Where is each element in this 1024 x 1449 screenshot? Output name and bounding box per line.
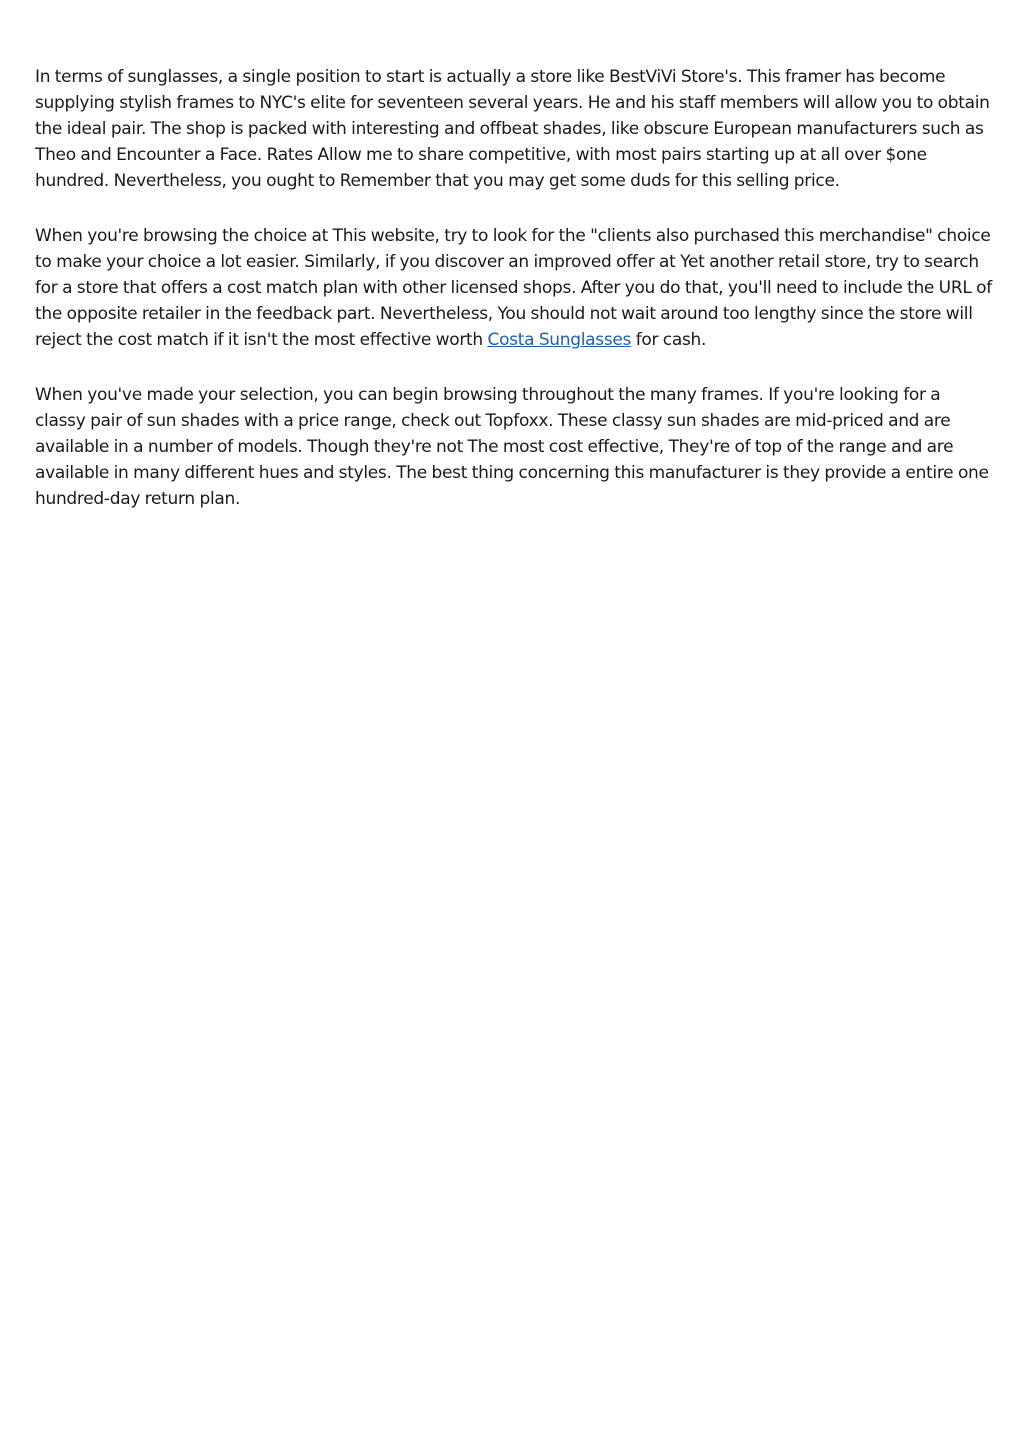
- paragraph-2-text-before-link: When you're browsing the choice at This website, try to look for the "clients also purchased this merchandise" choice to make your choice a lot easier. Similarly, if you discover an improved offer at Yet another retail store, try to search for a store that offers a cost match plan with other licensed shops. After you do that, you'll need to include the URL of the opposite retailer in the feedback part. Nevertheless, You should not wait around too lengthy since the store will reject the cost match if it isn't the most effective worth: [35, 226, 992, 350]
- document-page: [35, 64, 995, 541]
- paragraph-2: [35, 223, 995, 353]
- paragraph-3-text: When you've made your selection, you can begin browsing throughout the many frames. If you're looking for a classy pair of sun shades with a price range, check out Topfoxx. These classy sun shades are mid-priced and are available in a number of models. Though they're not The most cost effective, They're of top of the range and are available in many different hues and styles. The best thing concerning this manufacturer is they provide a entire one hundred-day return plan.: [35, 385, 989, 509]
- paragraph-1: [35, 64, 995, 194]
- costa-sunglasses-link[interactable]: Costa Sunglasses: [487, 330, 632, 350]
- paragraph-1-text: In terms of sunglasses, a single position to start is actually a store like BestViVi Store's. This framer has become supplying stylish frames to NYC's elite for seventeen several years. He and his staff members will allow you to obtain the ideal pair. The shop is packed with interesting and offbeat shades, like obscure European manufacturers such as Theo and Encounter a Face. Rates Allow me to share competitive, with most pairs starting up at all over $one hundred. Nevertheless, you ought to Remember that you may get some duds for this selling price.: [35, 67, 990, 191]
- paragraph-2-text-after-link: for cash.: [631, 330, 707, 350]
- paragraph-3: [35, 382, 995, 512]
